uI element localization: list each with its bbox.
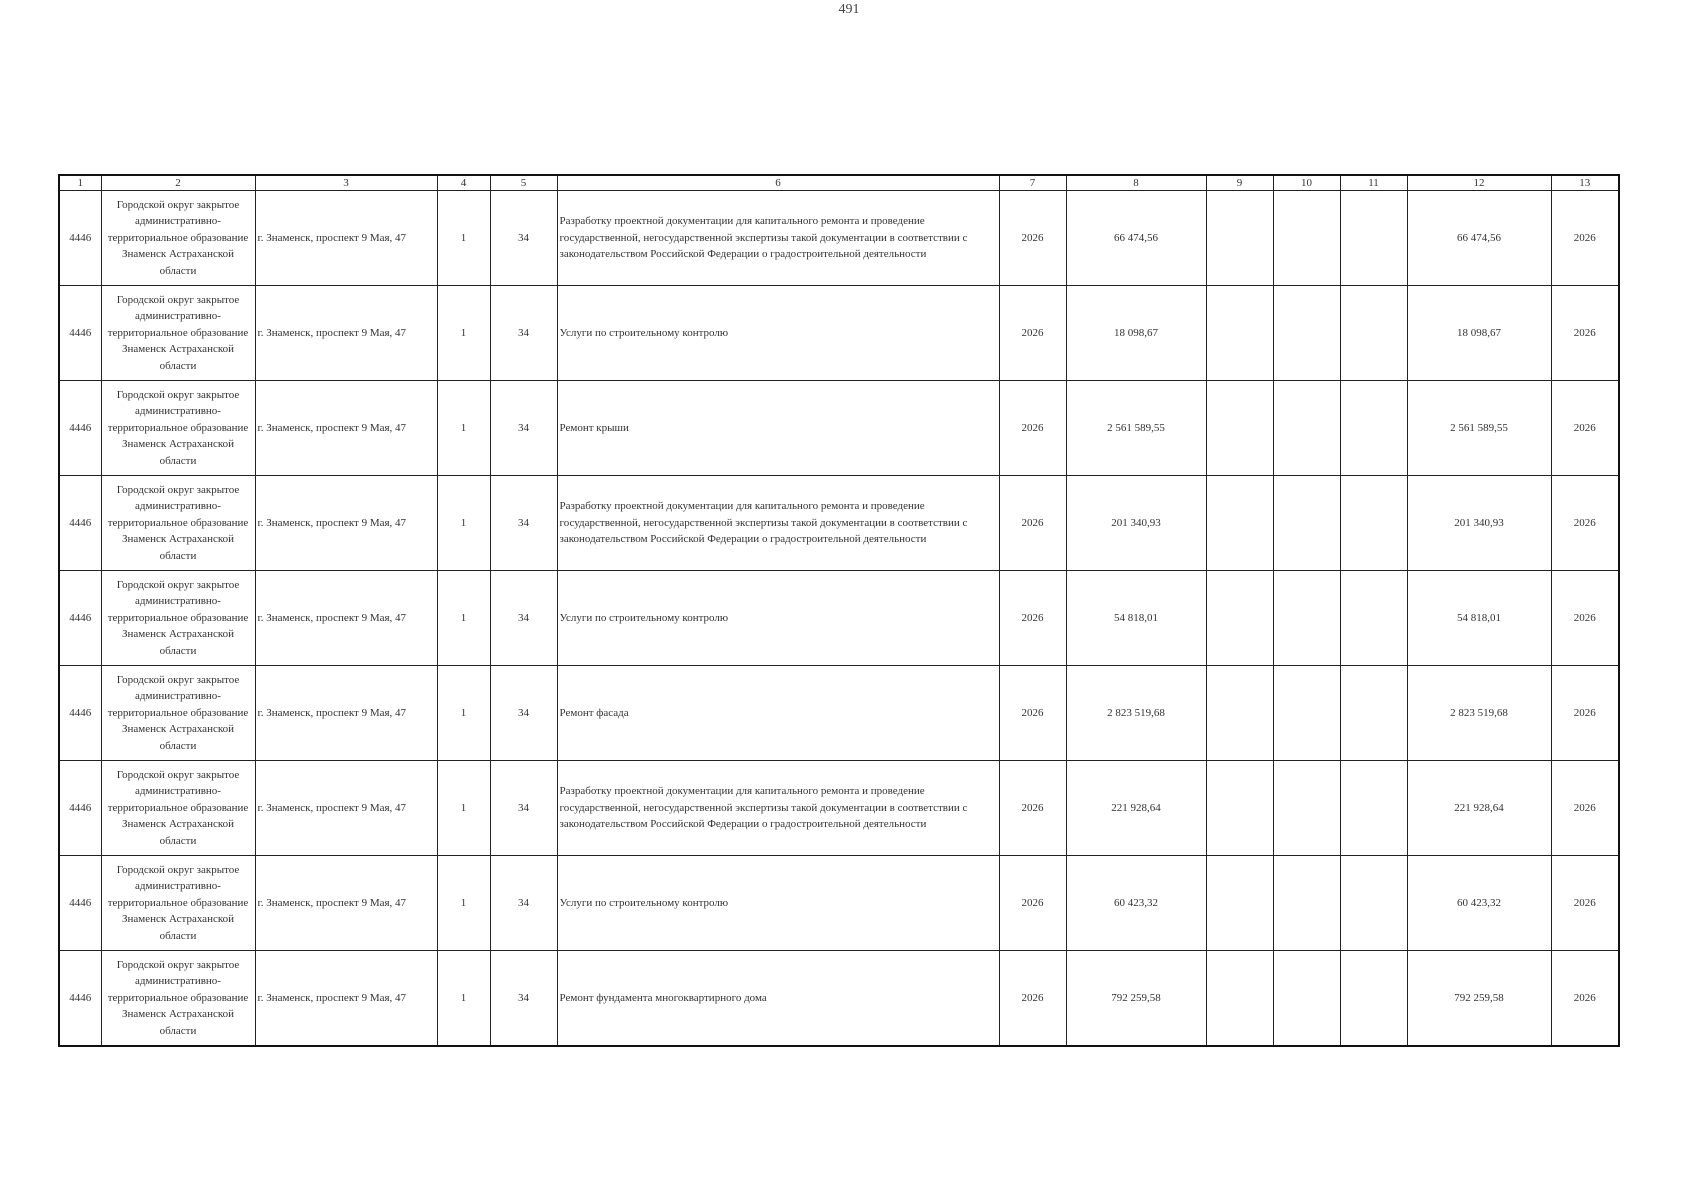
col-4-value: 1 <box>437 951 490 1047</box>
col-4-value: 1 <box>437 286 490 381</box>
column-header-11: 11 <box>1340 175 1407 191</box>
page-number: 491 <box>838 2 860 17</box>
municipality-name: Городской округ закрытое административно-территориальное образование Знаменск Астраханской области <box>101 856 255 951</box>
municipality-code: 4446 <box>59 666 101 761</box>
col-10-value <box>1273 476 1340 571</box>
col-5-value: 34 <box>490 951 557 1047</box>
col-11-value <box>1340 191 1407 286</box>
col-10-value <box>1273 666 1340 761</box>
address: г. Знаменск, проспект 9 Мая, 47 <box>255 571 437 666</box>
col-5-value: 34 <box>490 666 557 761</box>
year: 2026 <box>999 856 1066 951</box>
table-row <box>59 666 1619 761</box>
year: 2026 <box>999 571 1066 666</box>
col-5-value: 34 <box>490 286 557 381</box>
col-9-value <box>1206 476 1273 571</box>
col-4-value: 1 <box>437 761 490 856</box>
work-type: Услуги по строительному контролю <box>557 856 999 951</box>
municipality-name: Городской округ закрытое административно-территориальное образование Знаменск Астраханской области <box>101 381 255 476</box>
completion-year: 2026 <box>1551 286 1619 381</box>
municipality-code: 4446 <box>59 571 101 666</box>
total-cost: 18 098,67 <box>1066 286 1206 381</box>
table-row <box>59 286 1619 381</box>
completion-year: 2026 <box>1551 571 1619 666</box>
col-11-value <box>1340 381 1407 476</box>
year: 2026 <box>999 951 1066 1047</box>
work-type: Разработку проектной документации для капитального ремонта и проведение государственной, негосударственной экспертизы такой документации в соответствии с законодательством Российской Федерации о градостроительной деятельности <box>557 191 999 286</box>
col-5-value: 34 <box>490 476 557 571</box>
col-9-value <box>1206 761 1273 856</box>
regional-cost: 792 259,58 <box>1407 951 1551 1047</box>
regional-cost: 18 098,67 <box>1407 286 1551 381</box>
municipality-code: 4446 <box>59 286 101 381</box>
col-11-value <box>1340 476 1407 571</box>
capital-repair-table <box>58 174 1620 1047</box>
regional-cost: 54 818,01 <box>1407 571 1551 666</box>
col-10-value <box>1273 191 1340 286</box>
regional-cost: 221 928,64 <box>1407 761 1551 856</box>
total-cost: 221 928,64 <box>1066 761 1206 856</box>
regional-cost: 2 561 589,55 <box>1407 381 1551 476</box>
column-header-6: 6 <box>557 175 999 191</box>
table-row <box>59 191 1619 286</box>
col-10-value <box>1273 286 1340 381</box>
municipality-name: Городской округ закрытое административно-территориальное образование Знаменск Астраханской области <box>101 191 255 286</box>
completion-year: 2026 <box>1551 476 1619 571</box>
completion-year: 2026 <box>1551 191 1619 286</box>
address: г. Знаменск, проспект 9 Мая, 47 <box>255 666 437 761</box>
address: г. Знаменск, проспект 9 Мая, 47 <box>255 286 437 381</box>
address: г. Знаменск, проспект 9 Мая, 47 <box>255 191 437 286</box>
work-type: Разработку проектной документации для капитального ремонта и проведение государственной, негосударственной экспертизы такой документации в соответствии с законодательством Российской Федерации о градостроительной деятельности <box>557 476 999 571</box>
total-cost: 2 561 589,55 <box>1066 381 1206 476</box>
completion-year: 2026 <box>1551 856 1619 951</box>
address: г. Знаменск, проспект 9 Мая, 47 <box>255 381 437 476</box>
column-header-13: 13 <box>1551 175 1619 191</box>
col-10-value <box>1273 761 1340 856</box>
col-9-value <box>1206 381 1273 476</box>
col-5-value: 34 <box>490 761 557 856</box>
col-10-value <box>1273 951 1340 1047</box>
year: 2026 <box>999 191 1066 286</box>
col-5-value: 34 <box>490 381 557 476</box>
column-header-12: 12 <box>1407 175 1551 191</box>
completion-year: 2026 <box>1551 666 1619 761</box>
column-header-7: 7 <box>999 175 1066 191</box>
column-header-10: 10 <box>1273 175 1340 191</box>
total-cost: 54 818,01 <box>1066 571 1206 666</box>
col-11-value <box>1340 761 1407 856</box>
total-cost: 2 823 519,68 <box>1066 666 1206 761</box>
table-row <box>59 856 1619 951</box>
total-cost: 201 340,93 <box>1066 476 1206 571</box>
column-header-3: 3 <box>255 175 437 191</box>
col-11-value <box>1340 856 1407 951</box>
col-9-value <box>1206 856 1273 951</box>
regional-cost: 60 423,32 <box>1407 856 1551 951</box>
municipality-name: Городской округ закрытое административно-территориальное образование Знаменск Астраханской области <box>101 951 255 1047</box>
col-5-value: 34 <box>490 571 557 666</box>
work-type: Услуги по строительному контролю <box>557 571 999 666</box>
year: 2026 <box>999 761 1066 856</box>
work-type: Ремонт фундамента многоквартирного дома <box>557 951 999 1047</box>
year: 2026 <box>999 381 1066 476</box>
work-type: Ремонт фасада <box>557 666 999 761</box>
col-4-value: 1 <box>437 666 490 761</box>
total-cost: 60 423,32 <box>1066 856 1206 951</box>
col-10-value <box>1273 381 1340 476</box>
col-5-value: 34 <box>490 856 557 951</box>
completion-year: 2026 <box>1551 951 1619 1047</box>
regional-cost: 201 340,93 <box>1407 476 1551 571</box>
col-9-value <box>1206 191 1273 286</box>
col-11-value <box>1340 951 1407 1047</box>
column-header-4: 4 <box>437 175 490 191</box>
municipality-code: 4446 <box>59 951 101 1047</box>
year: 2026 <box>999 476 1066 571</box>
table-row <box>59 476 1619 571</box>
total-cost: 792 259,58 <box>1066 951 1206 1047</box>
column-header-2: 2 <box>101 175 255 191</box>
completion-year: 2026 <box>1551 761 1619 856</box>
col-9-value <box>1206 286 1273 381</box>
regional-cost: 2 823 519,68 <box>1407 666 1551 761</box>
col-4-value: 1 <box>437 476 490 571</box>
municipality-name: Городской округ закрытое административно-территориальное образование Знаменск Астраханской области <box>101 666 255 761</box>
address: г. Знаменск, проспект 9 Мая, 47 <box>255 476 437 571</box>
municipality-code: 4446 <box>59 191 101 286</box>
completion-year: 2026 <box>1551 381 1619 476</box>
municipality-code: 4446 <box>59 761 101 856</box>
year: 2026 <box>999 286 1066 381</box>
address: г. Знаменск, проспект 9 Мая, 47 <box>255 761 437 856</box>
municipality-name: Городской округ закрытое административно-территориальное образование Знаменск Астраханской области <box>101 476 255 571</box>
table-row <box>59 761 1619 856</box>
column-number-row <box>59 175 1619 191</box>
work-type: Услуги по строительному контролю <box>557 286 999 381</box>
municipality-name: Городской округ закрытое административно-территориальное образование Знаменск Астраханской области <box>101 761 255 856</box>
municipality-code: 4446 <box>59 856 101 951</box>
col-9-value <box>1206 666 1273 761</box>
municipality-name: Городской округ закрытое административно-территориальное образование Знаменск Астраханской области <box>101 286 255 381</box>
column-header-8: 8 <box>1066 175 1206 191</box>
regional-cost: 66 474,56 <box>1407 191 1551 286</box>
address: г. Знаменск, проспект 9 Мая, 47 <box>255 951 437 1047</box>
table-body <box>59 191 1619 1047</box>
municipality-code: 4446 <box>59 381 101 476</box>
work-type: Ремонт крыши <box>557 381 999 476</box>
col-4-value: 1 <box>437 381 490 476</box>
table-row <box>59 571 1619 666</box>
col-9-value <box>1206 571 1273 666</box>
col-11-value <box>1340 666 1407 761</box>
col-5-value: 34 <box>490 191 557 286</box>
column-header-9: 9 <box>1206 175 1273 191</box>
col-4-value: 1 <box>437 191 490 286</box>
col-4-value: 1 <box>437 571 490 666</box>
total-cost: 66 474,56 <box>1066 191 1206 286</box>
municipality-code: 4446 <box>59 476 101 571</box>
municipality-name: Городской округ закрытое административно-территориальное образование Знаменск Астраханской области <box>101 571 255 666</box>
col-11-value <box>1340 286 1407 381</box>
address: г. Знаменск, проспект 9 Мая, 47 <box>255 856 437 951</box>
col-10-value <box>1273 571 1340 666</box>
col-9-value <box>1206 951 1273 1047</box>
year: 2026 <box>999 666 1066 761</box>
col-4-value: 1 <box>437 856 490 951</box>
column-header-1: 1 <box>59 175 101 191</box>
work-type: Разработку проектной документации для капитального ремонта и проведение государственной, негосударственной экспертизы такой документации в соответствии с законодательством Российской Федерации о градостроительной деятельности <box>557 761 999 856</box>
table-row <box>59 951 1619 1047</box>
col-10-value <box>1273 856 1340 951</box>
column-header-5: 5 <box>490 175 557 191</box>
table-row <box>59 381 1619 476</box>
col-11-value <box>1340 571 1407 666</box>
